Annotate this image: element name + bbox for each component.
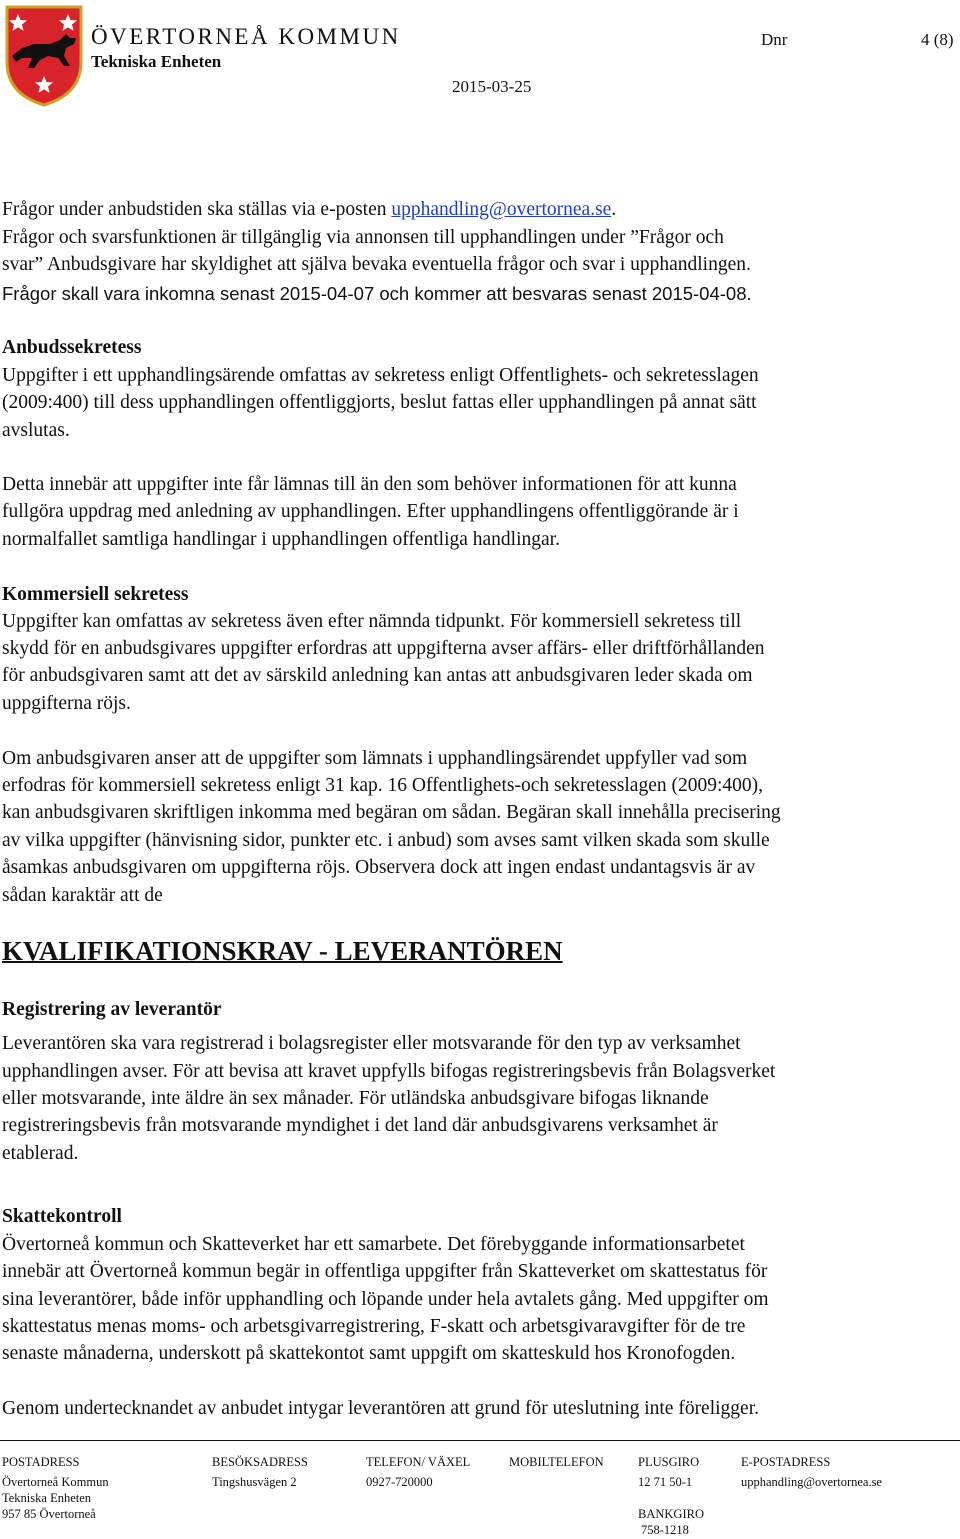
body-line: etablerad. [2, 1143, 79, 1164]
footer-epost-label: E-POSTADRESS [741, 1455, 831, 1469]
body-line: kan anbudsgivaren skriftligen inkomma med begäran om sådan. Begäran skall innehålla precisering [2, 802, 781, 823]
section-heading: Anbudssekretess [2, 337, 142, 358]
body-line: Om anbudsgivaren anser att de uppgifter som lämnats i upphandlingsärendet uppfyller vad som [2, 748, 748, 769]
footer-mobil-label: MOBILTELEFON [509, 1455, 604, 1469]
section-heading: Registrering av leverantör [2, 999, 222, 1020]
body-line: Frågor under anbudstiden ska ställas via e-posten upphandling@overtornea.se. [2, 199, 617, 220]
body-line: eller motsvarande, inte äldre än sex månader. För utländska anbudsgivare bifogas liknande [2, 1088, 709, 1109]
body-line: avslutas. [2, 420, 70, 441]
footer-besok-label: BESÖKSADRESS [212, 1455, 308, 1469]
body-line: svar” Anbudsgivare har skyldighet att själva bevaka eventuella frågor och svar i upphandlingen. [2, 254, 751, 275]
footer-epost-value[interactable]: upphandling@overtornea.se [741, 1475, 882, 1489]
footer-postadress-label: POSTADRESS [2, 1455, 80, 1469]
body-line: Detta innebär att uppgifter inte får lämnas till än den som behöver informationen för att kunna [2, 474, 737, 495]
footer-postadress-line: 957 85 Övertorneå [2, 1507, 96, 1521]
footer-besok-value: Tingshusvägen 2 [212, 1475, 297, 1489]
body-line: åsamkas anbudsgivaren om uppgifterna röjs. Observera dock att ingen endast undantagsvis är av [2, 857, 756, 878]
footer-plusgiro-label: PLUSGIRO [638, 1455, 700, 1469]
section-heading: Skattekontroll [2, 1206, 122, 1227]
footer-telefon-label: TELEFON/ VÄXEL [366, 1455, 471, 1469]
footer-postadress-line: Tekniska Enheten [2, 1491, 92, 1505]
body-line: normalfallet samtliga handlingar i upphandlingen offentliga handlingar. [2, 529, 560, 550]
body-line: Uppgifter kan omfattas av sekretess även efter nämnda tidpunkt. För kommersiell sekretess till [2, 611, 742, 632]
body-line: för anbudsgivaren samt att det av särskild anledning kan antas att anbudsgivaren leder skada om [2, 665, 753, 686]
body-line: Leverantören ska vara registrerad i bolagsregister eller motsvarande för den typ av verksamhet [2, 1033, 741, 1054]
body-line: upphandlingen avser. För att bevisa att kravet uppfylls bifogas registreringsbevis från Bolagsverket [2, 1061, 776, 1082]
email-link[interactable]: upphandling@overtornea.se [391, 199, 612, 220]
footer-telefon-value: 0927-720000 [366, 1475, 433, 1489]
body-line: innebär att Övertorneå kommun begär in offentliga uppgifter från Skatteverket om skattestatus för [2, 1261, 768, 1282]
organization-unit: Tekniska Enheten [91, 52, 222, 71]
body-line: Övertorneå kommun och Skatteverket har ett samarbete. Det förebyggande informationsarbetet [2, 1234, 745, 1255]
body-line: fullgöra uppdrag med anledning av upphandlingen. Efter upphandlingens offentliggörande är i [2, 501, 739, 522]
body-line: Frågor och svarsfunktionen är tillgänglig via annonsen till upphandlingen under ”Frågor och [2, 227, 724, 248]
organization-name: ÖVERTORNEÅ KOMMUN [91, 24, 401, 49]
footer-bankgiro-label: BANKGIRO [638, 1507, 704, 1521]
body-line: sådan karaktär att de [2, 885, 163, 906]
footer-plusgiro-value: 12 71 50-1 [638, 1475, 693, 1489]
body-line: Genom undertecknandet av anbudet intygar leverantören att grund för uteslutning inte föreligger. [2, 1398, 759, 1419]
footer-divider [0, 1440, 960, 1441]
body-line: sina leverantörer, både inför upphandling och löpande under hela avtalets gång. Med uppgifter om [2, 1289, 769, 1310]
section-heading: Kommersiell sekretess [2, 584, 189, 605]
body-line: senaste månaderna, underskott på skattekontot samt uppgift om skatteskuld hos Kronofogden. [2, 1343, 736, 1364]
body-line: (2009:400) till dess upphandlingen offentliggjorts, beslut fattas eller upphandlingen på annat sätt [2, 392, 757, 413]
body-line: skattestatus menas moms- och arbetsgivarregistrering, F-skatt och arbetsgivaravgifter för de tre [2, 1316, 746, 1337]
body-line: av vilka uppgifter (hänvisning sidor, punkter etc. i anbud) som avses samt vilken skada som skulle [2, 830, 770, 851]
document-date: 2015-03-25 [452, 77, 532, 96]
body-line: uppgifterna röjs. [2, 693, 131, 714]
page-number: 4 (8) [921, 30, 954, 49]
section-title: KVALIFIKATIONSKRAV - LEVERANTÖREN [2, 936, 563, 966]
dnr-label: Dnr [761, 30, 788, 49]
body-line: Uppgifter i ett upphandlingsärende omfattas av sekretess enligt Offentlighets- och sekretesslagen [2, 365, 759, 386]
footer-postadress-line: Övertorneå Kommun [2, 1475, 109, 1489]
body-line: erfodras för kommersiell sekretess enligt 31 kap. 16 Offentlighets-och sekretesslagen (2009:400), [2, 775, 764, 796]
body-line: registreringsbevis från motsvarande myndighet i det land där anbudsgivarens verksamhet är [2, 1115, 718, 1136]
body-line: skydd för en anbudsgivares uppgifter erfordras att uppgifterna avser affärs- eller driftförhållanden [2, 638, 765, 659]
footer-bankgiro-value: 758-1218 [641, 1523, 689, 1537]
body-line: Frågor skall vara inkomna senast 2015-04-07 och kommer att besvaras senast 2015-04-08. [2, 283, 752, 304]
coat-of-arms-icon [4, 4, 84, 108]
